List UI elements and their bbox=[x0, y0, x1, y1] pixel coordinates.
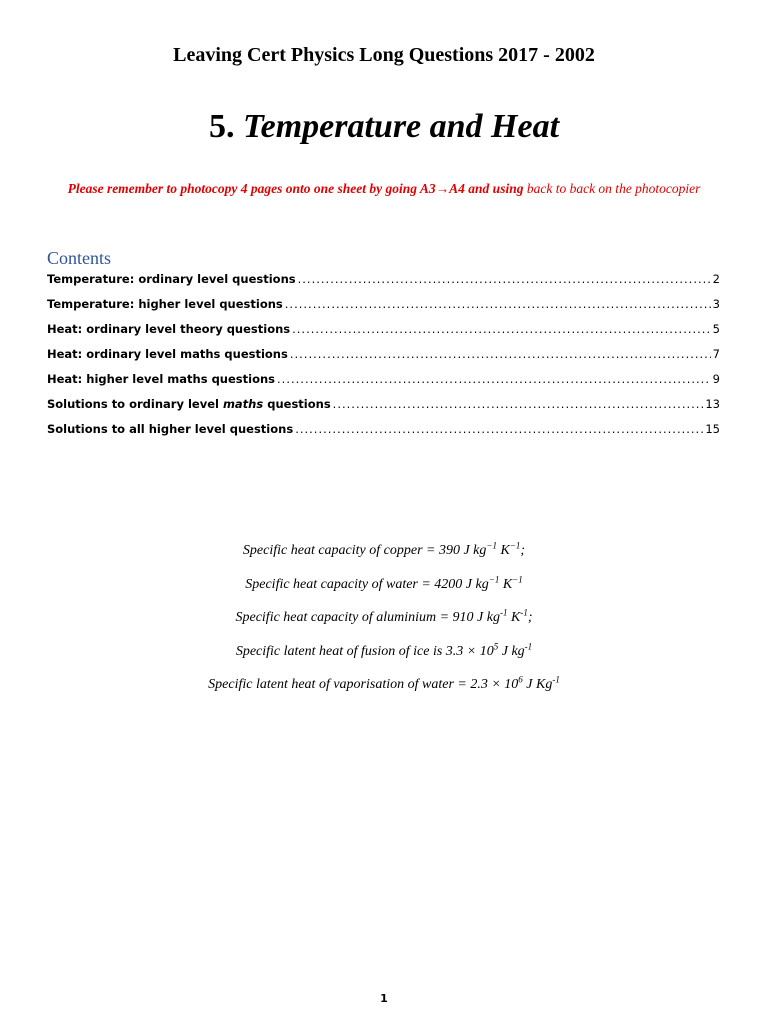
toc-leader-dots bbox=[285, 295, 711, 313]
notice-text-plain: back to back on the photocopier bbox=[523, 181, 701, 196]
toc-label-italic: maths bbox=[222, 397, 264, 411]
toc-leader-dots bbox=[277, 370, 711, 388]
constant-end: ; bbox=[527, 610, 533, 625]
constant-exponent: -1 bbox=[552, 674, 560, 685]
constant-exponent: 6 bbox=[518, 674, 523, 685]
constant-unit: J Kg bbox=[522, 677, 553, 692]
constant-text: Specific heat capacity of aluminium = 910 J kg bbox=[235, 610, 500, 625]
toc-entry-page[interactable]: 9 bbox=[712, 372, 720, 386]
toc-label-part: Solutions to ordinary level bbox=[47, 397, 223, 411]
toc-entry[interactable] bbox=[47, 345, 720, 370]
constant-unit: J kg bbox=[498, 643, 525, 659]
toc-entry[interactable] bbox=[47, 295, 720, 320]
constant-unit: K bbox=[496, 543, 510, 558]
constant-text: Specific heat capacity of water = 4200 J kg bbox=[245, 576, 489, 592]
constant-end: ; bbox=[520, 543, 526, 558]
toc-entry-page[interactable]: 7 bbox=[712, 347, 720, 361]
toc-leader-dots bbox=[298, 270, 711, 288]
document-header-title: Leaving Cert Physics Long Questions 2017 - 2002 bbox=[173, 44, 595, 66]
constant-line bbox=[0, 574, 768, 608]
toc-entry-page[interactable]: 3 bbox=[712, 297, 720, 311]
constant-text: Specific latent heat of vaporisation of water = 2.3 × 10 bbox=[208, 677, 519, 692]
constant-exponent: -1 bbox=[524, 640, 533, 651]
physical-constants-list bbox=[0, 540, 768, 708]
contents-heading: Contents bbox=[47, 248, 112, 268]
constant-exponent: −1 bbox=[512, 573, 523, 584]
constant-exponent: -1 bbox=[499, 607, 508, 618]
constant-exponent: -1 bbox=[520, 607, 528, 618]
constant-unit: K bbox=[507, 610, 521, 625]
toc-entry[interactable] bbox=[47, 420, 720, 445]
constant-exponent: −1 bbox=[509, 540, 521, 551]
constant-exponent: 5 bbox=[493, 640, 499, 651]
constant-unit: K bbox=[499, 576, 513, 592]
toc-leader-dots bbox=[290, 345, 711, 363]
toc-entry[interactable] bbox=[47, 370, 720, 395]
toc-entry-label[interactable]: Solutions to all higher level questions bbox=[47, 422, 294, 436]
toc-entry[interactable] bbox=[47, 270, 720, 295]
chapter-title bbox=[0, 108, 768, 146]
toc-entry-label[interactable]: Heat: ordinary level maths questions bbox=[47, 347, 288, 361]
toc-leader-dots bbox=[333, 395, 704, 413]
toc-entry[interactable] bbox=[47, 320, 720, 345]
toc-label-part: questions bbox=[263, 397, 331, 411]
toc-entry-page[interactable]: 2 bbox=[712, 272, 720, 286]
toc-leader-dots bbox=[295, 420, 703, 438]
toc-leader-dots bbox=[292, 320, 711, 338]
toc-entry[interactable] bbox=[47, 395, 720, 420]
toc-entry-page[interactable]: 5 bbox=[712, 322, 720, 336]
toc-entry-label[interactable]: Temperature: ordinary level questions bbox=[47, 272, 296, 286]
notice-text-bold: Please remember to photocopy 4 pages onto one sheet by going A3→A4 and using bbox=[67, 181, 524, 196]
constant-exponent: −1 bbox=[488, 573, 500, 584]
page-number: 1 bbox=[380, 992, 388, 1005]
chapter-name: Temperature and Heat bbox=[242, 108, 560, 145]
photocopy-notice bbox=[0, 181, 768, 197]
constant-text: Specific latent heat of fusion of ice is 3.3 × 10 bbox=[235, 643, 494, 659]
constant-line bbox=[0, 641, 768, 675]
toc-entry-label[interactable]: Heat: higher level maths questions bbox=[47, 372, 276, 386]
toc-entry-page[interactable]: 15 bbox=[705, 422, 720, 436]
table-of-contents bbox=[47, 270, 720, 445]
constant-exponent: −1 bbox=[486, 540, 497, 551]
toc-entry-label[interactable] bbox=[47, 395, 331, 413]
constant-text: Specific heat capacity of copper = 390 J kg bbox=[242, 543, 487, 558]
toc-entry-label[interactable]: Heat: ordinary level theory questions bbox=[47, 322, 291, 336]
toc-entry-label[interactable]: Temperature: higher level questions bbox=[47, 297, 283, 311]
toc-entry-page[interactable]: 13 bbox=[705, 397, 720, 411]
constant-line bbox=[0, 540, 768, 574]
constant-line bbox=[0, 674, 768, 708]
constant-line bbox=[0, 607, 768, 641]
chapter-number: 5. bbox=[208, 108, 235, 145]
